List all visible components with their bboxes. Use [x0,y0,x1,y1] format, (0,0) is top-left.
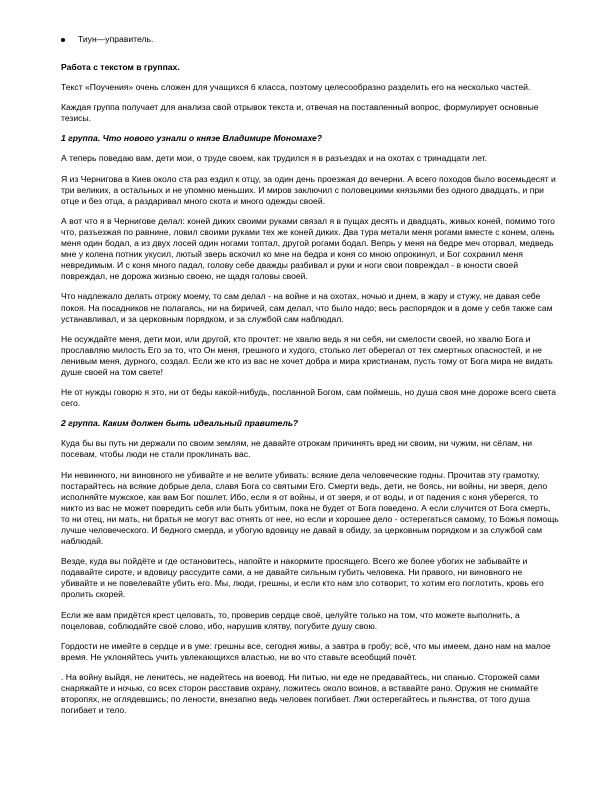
section-title: Работа с текстом в группах. [61,62,180,72]
group2-paragraph: Если же вам придётся крест целовать, то, проверив сердце своё, целуйте только на том, что можете выполнить, а поцеловав, соблюдайте своё слово, ибо, нарушив клятву, погубите душу свою. [61,609,520,631]
intro-paragraph: Каждая группа получает для анализа свой отрывок текста и, отвечая на поставленный вопрос, формулирует основные тезисы. [61,102,539,124]
group2-paragraph: Куда бы вы путь ни держали по своим землям, не давайте отрокам причинять вред ни своим, ни чужим, ни сёлам, ни посевам, чтобы люди не стали проклинать вас. [61,438,533,460]
group1-paragraph: А теперь поведаю вам, дети мои, о труде своем, как трудился я в разъездах и на охотах с тринадцати лет. [61,153,487,164]
group2-paragraph: Везде, куда вы пойдёте и где остановитесь, напойте и накормите просящего. Всего же более убогих не забывайте и подавайте сироте, и вдовицу рассудите сами, а не давайте сильным губить человека. Ни правого, ни виновного не убивайте и не повелевайте убить его. Мы, люди, грешны, и если кто нам зло сотворит, то хотим его поглотить, кровь его пролить скорей. [61,556,544,600]
group2-paragraph: Гордости не имейте в сердце и в уме: грешны все, сегодня живы, а завтра в гробу; всё, что мы имеем, дано нам на малое время. Не уклоняйтесь учить увлекающихся властью, ни во что ставьте всеобщий почёт. [61,640,551,662]
group1-paragraph: А вот что я в Чернигове делал: коней диких своими руками связал я в пущах десять и двадцать, живых коней, помимо того что, разъезжая по равнине, ловил своими руками тех же коней диких. Два тура метали меня рогами вместе с конем, олень меня один бодал, а из двух лосей один ногами топтал, другой рогами бодал. Вепрь у меня на бедре меч оторвал, медведь мне у колена потник укусил, лютый зверь вскочил ко мне на бедра и коня со мною опрокинул, и Бог сохранил меня невредимым. И с коня много падал, голову себе дважды разбивал и руки и ноги свои повреждал - в юности своей повреждал, не дорожа жизнью своею, не щадя головы своей. [61,215,555,282]
group1-question: 1 группа. Что нового узнали о князе Владимире Мономахе? [61,133,323,144]
group1-paragraph: Что надлежало делать отроку моему, то сам делал - на войне и на охотах, ночью и днем, в жару и стужу, не давая себе покоя. На посадников не полагаясь, ни на биричей, сам делал, что было надо; весь распорядок и в доме у себя также сам устанавливал, и за церковным порядком, и за службой сам наблюдал. [61,291,553,324]
bullet-dot-icon [61,38,65,42]
group2-question: 2 группа. Каким должен быть идеальный правитель? [61,418,299,429]
group2-paragraph: . На войну выйдя, не ленитесь, не надейтесь на воевод. Ни питью, ни еде не предавайтесь, ни спанью. Сторожей сами снаряжайте и ночью, со всех сторон расставив охрану, ложитесь около воинов, а вставайте рано. Оружия не снимайте второпях, не оглядевшись; по лености, внезапно ведь человек погибает. Лжи остерегайтесь и пьянства, от того душа погибает и тело. [61,671,540,716]
bullet-item [61,34,560,45]
intro-paragraph: Текст «Поучения» очень сложен для учащихся 6 класса, поэтому целесообразно разделить его на несколько частей. [61,82,531,93]
group1-paragraph: Не от нужды говорю я это, ни от беды какой-нибудь, посланной Богом, сам поймешь, но душа своя мне дороже всего света сего. [61,387,557,409]
group1-paragraph: Не осуждайте меня, дети мои, или другой, кто прочтет: не хвалю ведь я ни себя, ни смелости своей, но хвалю Бога и прославляю милость Его за то, что Он меня, грешного и худого, столько лет оберегал от тех смертных опасностей, и не ленивым меня, дурного, создал. Если же кто из вас не хочет добра и мира христианам, пусть тому от Бога мира не видать душе своей на том свете! [61,333,553,377]
group1-paragraph: Я из Чернигова в Киев около ста раз ездил к отцу, за один день проезжая до вечерни. А всего походов было восемьдесят и три великих, а остальных и не упомню меньших. И миров заключил с половецкими князьями без одного двадцать, и при отце и без отца, а раздаривал много скота и много одежды своей. [61,173,556,206]
group2-paragraph: Ни невинного, ни виновного не убивайте и не велите убивать: всякие дела человеческие годны. Прочитав эту грамотку, постарайтесь на всякие добрые дела, славя Бога со святыми Его. Смерти ведь, дети, не боясь, ни войны, ни зверя, дело исполняйте мужское, как вам Бог пошлет. Ибо, если я от войны, и от зверя, и от воды, и от падения с коня уберегся, то никто из вас не может повредить себя или быть убитым, пока не будет от Бога поведено. А если случится от Бога смерть, то ни отец, ни мать, ни братья не могут вас отнять от нее, но если и хорошее дело - остерегаться самому, то Божья помощь лучше человеческого. И бедного смерда, и убогую вдовицу не давай в обиду, за церковным порядком и за службой сам наблюдай. [61,469,559,547]
bullet-text: Тиун—управитель. [78,34,154,44]
